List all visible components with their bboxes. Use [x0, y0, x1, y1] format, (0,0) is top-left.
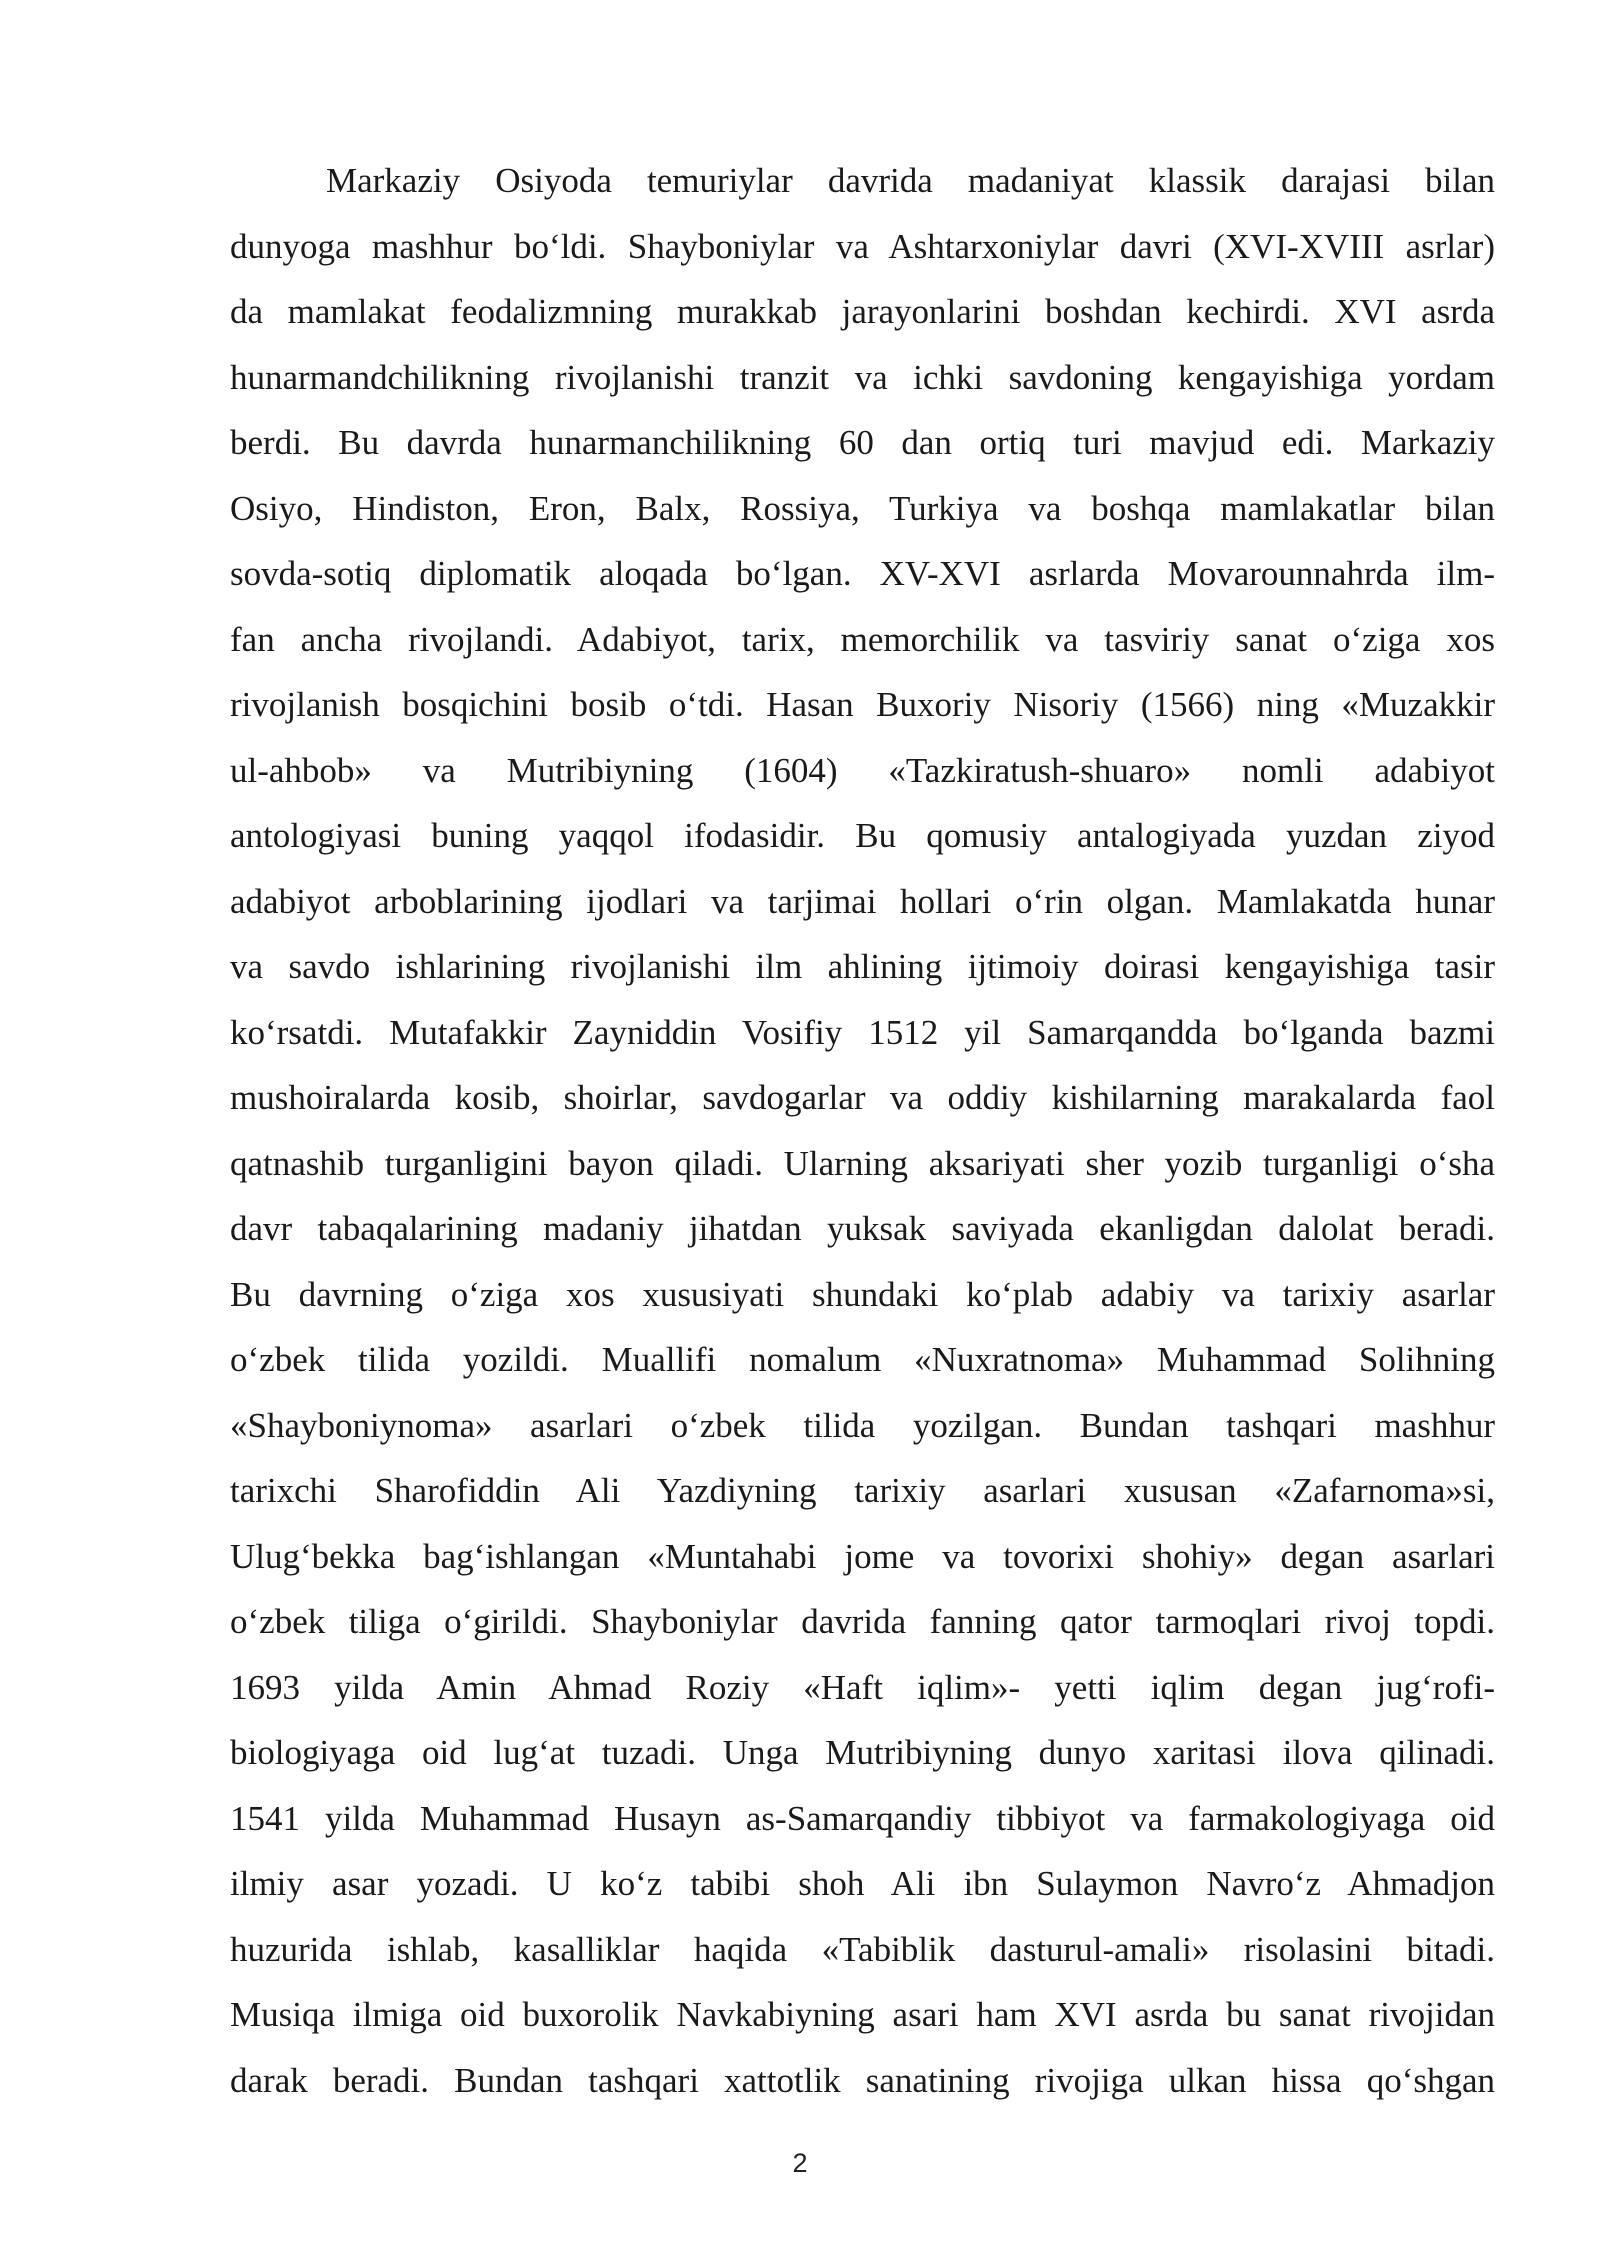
text-line: antologiyasi buning yaqqol ifodasidir. Bu qomusiy antalogiyada yuzdan ziyod	[230, 816, 1495, 855]
text-line: ko‘rsatdi. Mutafakkir Zayniddin Vosifiy 1512 yil Samarqandda bo‘lganda bazmi	[230, 1012, 1495, 1052]
text-line: Bu davrning o‘ziga xos xususiyati shundaki ko‘plab adabiy va tarixiy asarlar	[230, 1274, 1495, 1314]
text-line: Musiqa ilmiga oid buxorolik Navkabiyning asari ham XVI asrda bu sanat rivojidan	[230, 1995, 1495, 2034]
text-line: hunarmandchilikning rivojlanishi tranzit va ichki savdoning kengayishiga yordam	[230, 357, 1495, 397]
body-paragraph	[230, 148, 1495, 2113]
text-line: sovda-sotiq diplomatik aloqada bo‘lgan. XV-XVI asrlarda Movarounnahrda ilm-	[230, 554, 1495, 593]
text-line: ilmiy asar yozadi. U ko‘z tabibi shoh Ali ibn Sulaymon Navro‘z Ahmadjon	[230, 1864, 1495, 1903]
text-line: 1541 yilda Muhammad Husayn as-Samarqandiy tibbiyot va farmakologiyaga oid	[230, 1798, 1495, 1838]
text-line: tarixchi Sharofiddin Ali Yazdiyning tarixiy asarlari xususan «Zafarnoma»si,	[230, 1471, 1495, 1510]
text-line: adabiyot arboblarining ijodlari va tarjimai hollari o‘rin olgan. Mamlakatda hunar	[230, 881, 1495, 921]
text-line: rivojlanish bosqichini bosib o‘tdi. Hasan Buxoriy Nisoriy (1566) ning «Muzakkir	[230, 685, 1495, 724]
text-line: Markaziy Osiyoda temuriylar davrida madaniyat klassik darajasi bilan	[326, 161, 1495, 200]
text-line: Osiyo, Hindiston, Eron, Balx, Rossiya, Turkiya va boshqa mamlakatlar bilan	[230, 488, 1495, 528]
text-line: dunyoga mashhur bo‘ldi. Shayboniylar va Ashtarxoniylar davri (XVI-XVIII asrlar)	[230, 226, 1495, 266]
text-line: fan ancha rivojlandi. Adabiyot, tarix, memorchilik va tasviriy sanat o‘ziga xos	[230, 619, 1495, 659]
text-line: ul-ahbob» va Mutribiyning (1604) «Tazkiratush-shuaro» nomli adabiyot	[230, 750, 1495, 790]
text-line: qatnashib turganligini bayon qiladi. Ularning aksariyati sher yozib turganligi o‘sha	[230, 1143, 1495, 1183]
text-line: huzurida ishlab, kasalliklar haqida «Tabiblik dasturul-amali» risolasini bitadi.	[230, 1929, 1495, 1969]
text-line: mushoiralarda kosib, shoirlar, savdogarlar va oddiy kishilarning marakalarda faol	[230, 1078, 1495, 1117]
text-line: va savdo ishlarining rivojlanishi ilm ahlining ijtimoiy doirasi kengayishiga tasir	[230, 947, 1495, 986]
text-line: da mamlakat feodalizmning murakkab jarayonlarini boshdan kechirdi. XVI asrda	[230, 292, 1495, 331]
text-line: o‘zbek tiliga o‘girildi. Shayboniylar davrida fanning qator tarmoqlari rivoj topdi.	[230, 1602, 1495, 1641]
text-line: darak beradi. Bundan tashqari xattotlik sanatining rivojiga ulkan hissa qo‘shgan	[230, 2060, 1495, 2100]
text-line: biologiyaga oid lug‘at tuzadi. Unga Mutribiyning dunyo xaritasi ilova qilinadi.	[230, 1733, 1495, 1772]
text-line: «Shayboniynoma» asarlari o‘zbek tilida yozilgan. Bundan tashqari mashhur	[230, 1405, 1495, 1445]
text-line: o‘zbek tilida yozildi. Muallifi nomalum «Nuxratnoma» Muhammad Solihning	[230, 1340, 1495, 1379]
page-number: 2	[792, 2148, 808, 2178]
text-line: berdi. Bu davrda hunarmanchilikning 60 dan ortiq turi mavjud edi. Markaziy	[230, 423, 1495, 462]
text-line: Ulug‘bekka bag‘ishlangan «Muntahabi jome va tovorixi shohiy» degan asarlari	[230, 1536, 1495, 1576]
text-line: davr tabaqalarining madaniy jihatdan yuksak saviyada ekanligdan dalolat beradi.	[230, 1209, 1495, 1248]
text-line: 1693 yilda Amin Ahmad Roziy «Haft iqlim»- yetti iqlim degan jug‘rofi-	[230, 1667, 1495, 1707]
